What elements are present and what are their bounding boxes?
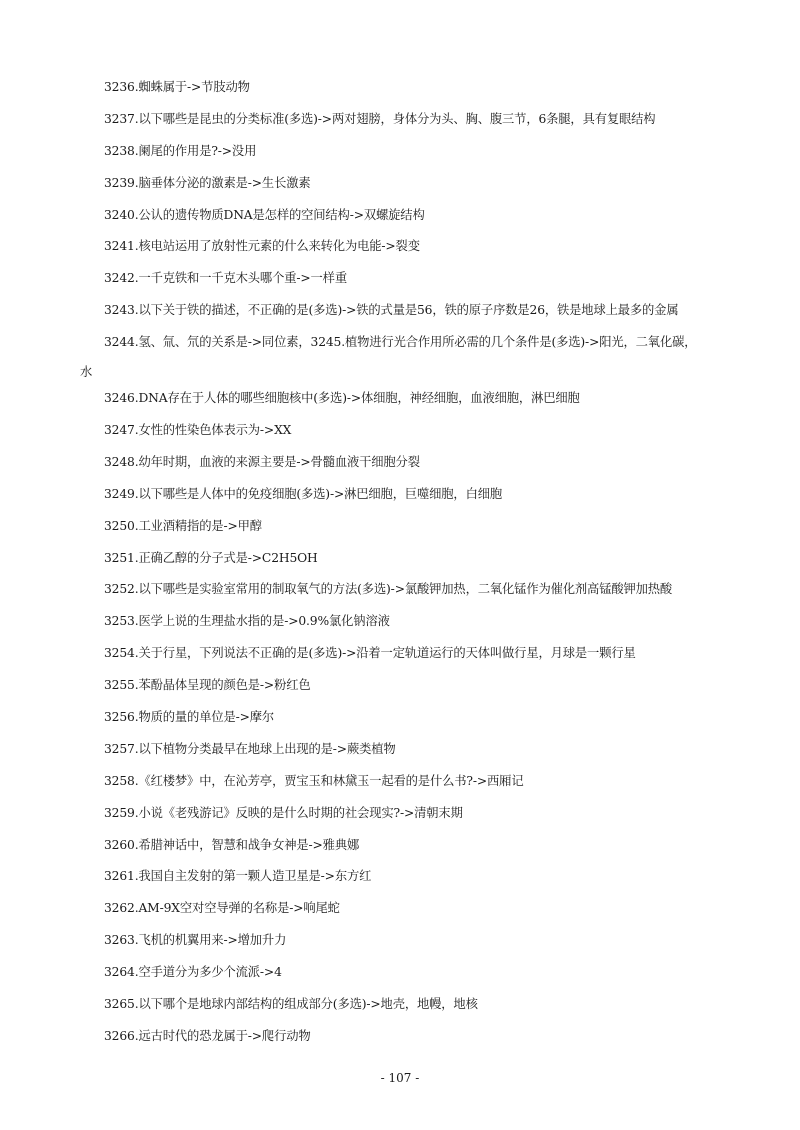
line-continuation: 水 — [80, 365, 93, 380]
list-item: 3265.以下哪个是地球内部结构的组成部分(多选)->地壳，地幔，地核 — [104, 997, 478, 1012]
list-item: 3249.以下哪些是人体中的免疫细胞(多选)->淋巴细胞，巨噬细胞，白细胞 — [104, 486, 503, 501]
list-item: 3264.空手道分为多少个流派->4 — [104, 965, 282, 980]
list-item: 3237.以下哪些是昆虫的分类标准(多选)->两对翅膀，身体分为头、胸、腹三节，6条腿，具有复眼结构 — [104, 111, 656, 126]
list-item: 3262.AM-9X空对空导弹的名称是->响尾蛇 — [104, 901, 340, 916]
list-item: 3252.以下哪些是实验室常用的制取氧气的方法(多选)->氯酸钾加热，二氧化锰作为催化剂高锰酸钾加热酸 — [104, 582, 673, 597]
list-item: 3236.蜘蛛属于->节肢动物 — [104, 80, 250, 94]
list-item: 3266.远古时代的恐龙属于->爬行动物 — [104, 1028, 311, 1043]
list-item: 3253.医学上说的生理盐水指的是->0.9%氯化钠溶液 — [104, 614, 390, 629]
question-list — [0, 80, 800, 1061]
page-number: - 107 - — [380, 1071, 420, 1085]
list-item: 3254.关于行星，下列说法不正确的是(多选)->沿着一定轨道运行的天体叫做行星，月球是一颗行星 — [104, 646, 636, 661]
list-item: 3244.氢、氚、氘的关系是->同位素，3245.植物进行光合作用所必需的几个条件是(多选)->阳光，二氧化碳， 水 — [80, 335, 697, 380]
list-item: 3259.小说《老残游记》反映的是什么时期的社会现实?->清朝末期 — [104, 805, 463, 820]
list-item: 3251.正确乙醇的分子式是->C2H5OH — [104, 550, 318, 565]
list-item: 3242.一千克铁和一千克木头哪个重->一样重 — [104, 271, 347, 286]
list-item: 3250.工业酒精指的是->甲醇 — [104, 518, 262, 533]
list-item: 3247.女性的性染色体表示为->XX — [104, 423, 292, 438]
list-item: 3255.苯酚晶体呈现的颜色是->粉红色 — [104, 678, 311, 693]
list-item: 3256.物质的量的单位是->摩尔 — [104, 710, 275, 725]
list-item: 3261.我国自主发射的第一颗人造卫星是->东方红 — [104, 869, 372, 884]
list-item: 3258.《红楼梦》中，在沁芳亭，贾宝玉和林黛玉一起看的是什么书?->西厢记 — [104, 773, 524, 788]
list-item: 3238.阑尾的作用是?->没用 — [104, 143, 257, 158]
list-item: 3257.以下植物分类最早在地球上出现的是->蕨类植物 — [104, 741, 396, 756]
list-item: 3243.以下关于铁的描述，不正确的是(多选)->铁的式量是56，铁的原子序数是26，铁是地球上最多的金属 — [104, 303, 679, 318]
list-item: 3239.脑垂体分泌的激素是->生长激素 — [104, 175, 311, 190]
list-item: 3240.公认的遗传物质DNA是怎样的空间结构->双螺旋结构 — [104, 207, 425, 222]
list-item: 3248.幼年时期，血液的来源主要是->骨髓血液干细胞分裂 — [104, 454, 420, 469]
list-item: 3241.核电站运用了放射性元素的什么来转化为电能->裂变 — [104, 239, 420, 254]
list-item: 3260.希腊神话中，智慧和战争女神是->雅典娜 — [104, 837, 360, 852]
list-item: 3246.DNA存在于人体的哪些细胞核中(多选)->体细胞，神经细胞，血液细胞，淋巴细胞 — [104, 391, 580, 406]
list-item: 3263.飞机的机翼用来->增加升力 — [104, 933, 287, 948]
